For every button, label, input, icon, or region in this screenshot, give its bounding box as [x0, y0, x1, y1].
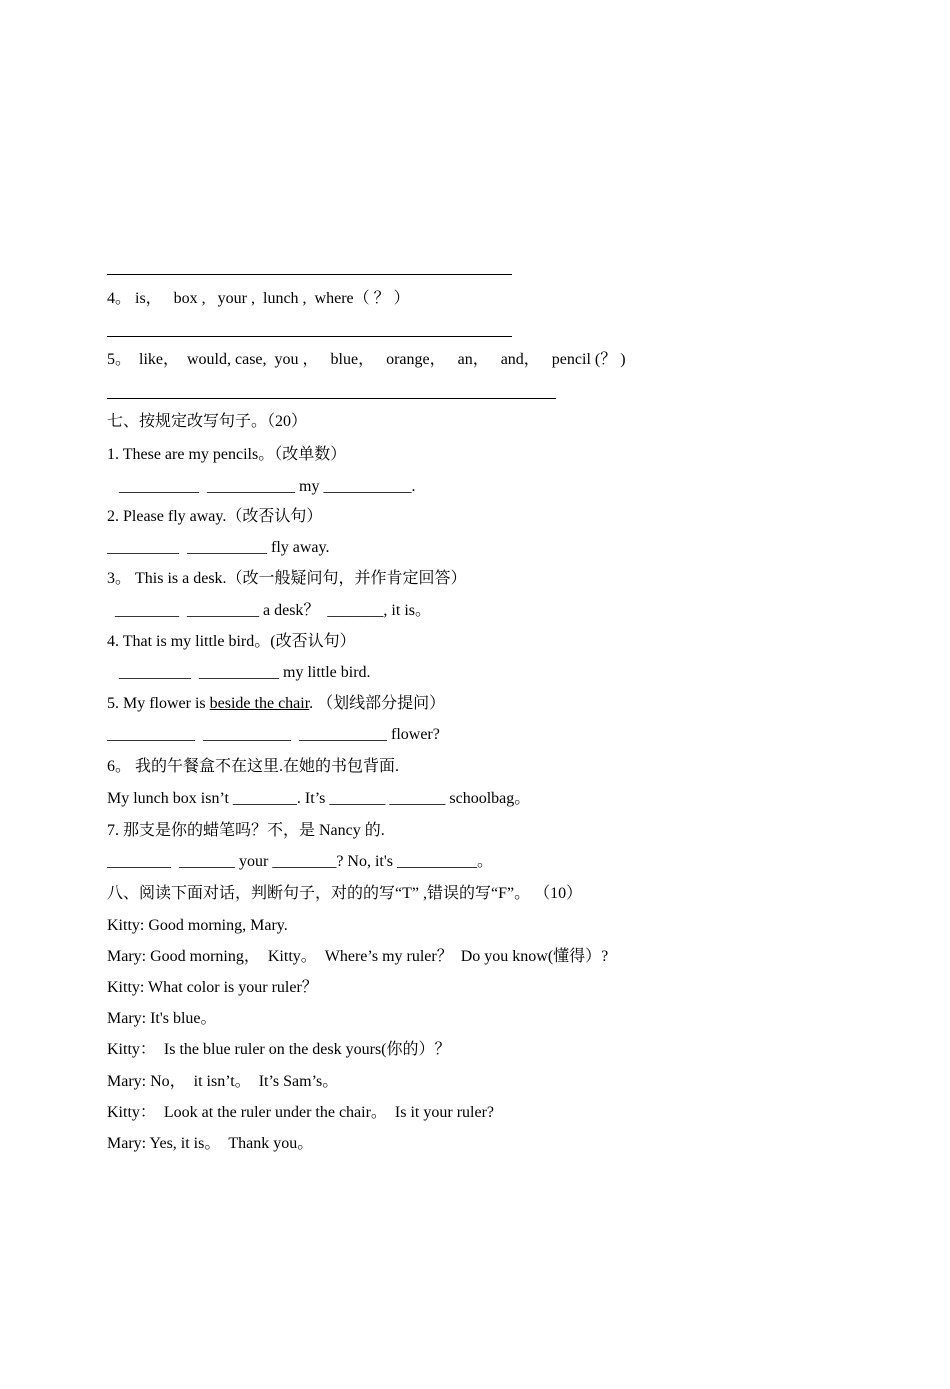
- dialogue-line-2: Mary: Good morning， Kitty。 Where’s my ruler？ Do you know(懂得）?: [107, 948, 609, 965]
- rewrite-answer-7: ________ _______ your ________? No, it's __________。: [107, 853, 493, 870]
- dialogue-line-8: Mary: Yes, it is。 Thank you。: [107, 1135, 314, 1152]
- rewrite-question-5: [107, 694, 445, 714]
- rewrite-question-4: 4. That is my little bird。(改否认句）: [107, 633, 356, 650]
- rewrite-answer-4: _________ __________ my little bird.: [107, 664, 371, 681]
- rewrite-question-6: 6。 我的午餐盒不在这里.在她的书包背面.: [107, 758, 400, 775]
- rewrite-question-3: 3。 This is a desk.（改一般疑问句，并作肯定回答）: [107, 570, 467, 587]
- section-7-title: 七、按规定改写句子。（20）: [107, 413, 308, 430]
- dialogue-line-1: Kitty: Good morning, Mary.: [107, 917, 288, 934]
- rewrite-question-1: 1. These are my pencils。（改单数）: [107, 446, 347, 463]
- dialogue-line-6: Mary: No， it isn’t。 It’s Sam’s。: [107, 1073, 339, 1090]
- reorder-question-4: 4。 is， box , your , lunch , where（ ？ ）: [107, 290, 410, 307]
- dialogue-line-3: Kitty: What color is your ruler？: [107, 979, 318, 996]
- rewrite-answer-3: ________ _________ a desk？ _______, it is。: [107, 602, 431, 619]
- rewrite-answer-1: __________ ___________ my ___________.: [107, 478, 416, 495]
- rewrite-answer-2: _________ __________ fly away.: [107, 539, 330, 556]
- reorder-question-5: 5。 like， would, case, you ， blue， orange， an， and， pencil (？ ): [107, 351, 626, 368]
- rewrite-question-7: 7. 那支是你的蜡笔吗？不，是 Nancy 的.: [107, 822, 385, 839]
- answer-line-5: [107, 398, 556, 399]
- dialogue-line-7: Kitty： Look at the ruler under the chair。 Is it your ruler?: [107, 1104, 494, 1121]
- question-5-text-end: . （划线部分提问）: [309, 695, 446, 712]
- answer-line-4: [107, 336, 512, 337]
- dialogue-line-4: Mary: It's blue。: [107, 1010, 217, 1027]
- section-8-title: 八、阅读下面对话，判断句子，对的的写“T” ,错误的写“F”。 （10）: [107, 885, 583, 902]
- rewrite-answer-5: ___________ ___________ ___________ flower?: [107, 726, 440, 743]
- answer-line-3: [107, 274, 512, 275]
- rewrite-answer-6: My lunch box isn’t ________. It’s _______ _______ schoolbag。: [107, 790, 531, 807]
- underlined-phrase: beside the chair: [209, 695, 310, 712]
- question-5-text-start: 5. My flower is: [107, 695, 210, 712]
- dialogue-line-5: Kitty： Is the blue ruler on the desk yours(你的）？: [107, 1041, 451, 1058]
- rewrite-question-2: 2. Please fly away.（改否认句）: [107, 508, 323, 525]
